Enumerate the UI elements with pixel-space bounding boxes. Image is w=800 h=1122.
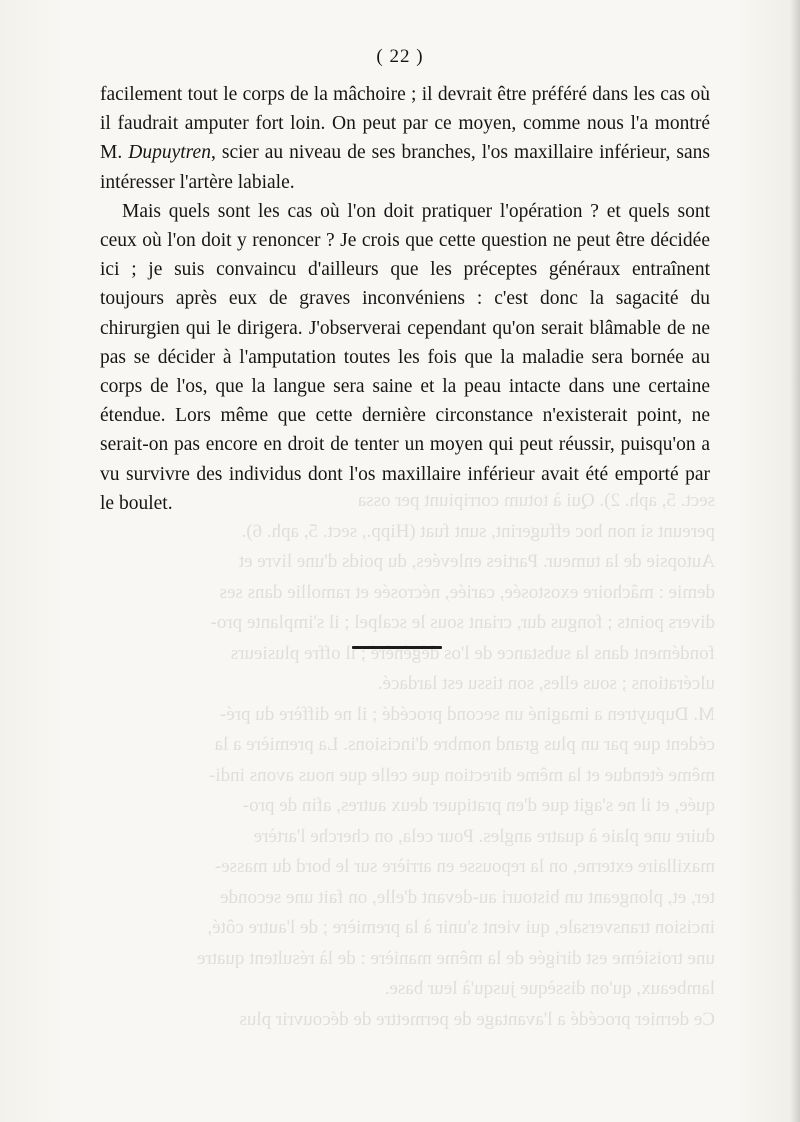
section-divider bbox=[352, 646, 442, 649]
reverse-side-bleed-through: sect. 5, aph. 2). Qui à totum corripiunt per ossa pereunt si non hoc effugerint, sunt fuat (Hipp., sect. 5, aph. 6). Autopsie de la tumeur. Parties enlevées, du poids d'une livre et demie : mâchoire exostosée, cariée, nécrosée et ramollie dans ses divers points ; fongus dur, criant sous le scalpel ; il s'implante pro- fondément dans la substance de l'os dégénéré ; il offre plusieurs ulcérations ; sous elles, son tissu est lardacé. M. Dupuytren a imaginé un second procédé ; il ne diffère du pré- cédent que par un plus grand nombre d'incisions. La première a la même étendue et la même direction que celle que nous avons indi- quée, et il ne s'agit que d'en pratiquer deux autres, afin de pro- duire une plaie à quatre angles. Pour cela, on cherche l'artère maxillaire externe, on la repousse en arrière sur le bord du masse- ter, et, plongeant un bistouri au-devant d'elle, on fait une seconde incision transversale, qui vient s'unir à la première ; de l'autre côté, une troisième est dirigée de la même manière : de là résultent quatre lambeaux, qu'on dissèque jusqu'à leur base. Ce dernier procédé a l'avantage de permettre de découvrir plus bbox=[196, 490, 715, 1030]
surgeon-name: Dupuytren bbox=[128, 142, 211, 164]
paragraph-continuation bbox=[100, 80, 710, 197]
page-number: ( 22 ) bbox=[376, 46, 424, 67]
paragraph-text: , scier au niveau de ses branches, l'os maxillaire inférieur, sans intéresser l'artère labiale. bbox=[100, 142, 710, 193]
page-edge-shadow bbox=[790, 0, 800, 1122]
paragraph-text: facilement tout le corps de la mâchoire ; il devrait être préféré dans les cas où il faudrait amputer fort loin. On peut par ce moyen, comme nous l'a montré M. bbox=[100, 84, 710, 164]
paragraph: Mais quels sont les cas où l'on doit pratiquer l'opération ? et quels sont ceux où l'on doit y renoncer ? Je crois que cette question ne peut être décidée ici ; je suis convaincu d'ailleurs que les préceptes généraux entraînent toujours après eux de graves inconvéniens : c'est donc la sagacité du chirurgien qui le dirigera. J'observerai cependant qu'on serait blâmable de ne pas se décider à l'amputation toutes les fois que la maladie sera bornée au corps de l'os, que la langue sera saine et la peau intacte dans une certaine étendue. Lors même que cette dernière circonstance n'existerait point, ne serait-on pas encore en droit de tenter un moyen qui peut réussir, puisqu'on a vu survivre des individus dont l'os maxillaire inférieur avait été emporté par le boulet. bbox=[100, 200, 710, 514]
body-text bbox=[100, 80, 710, 518]
